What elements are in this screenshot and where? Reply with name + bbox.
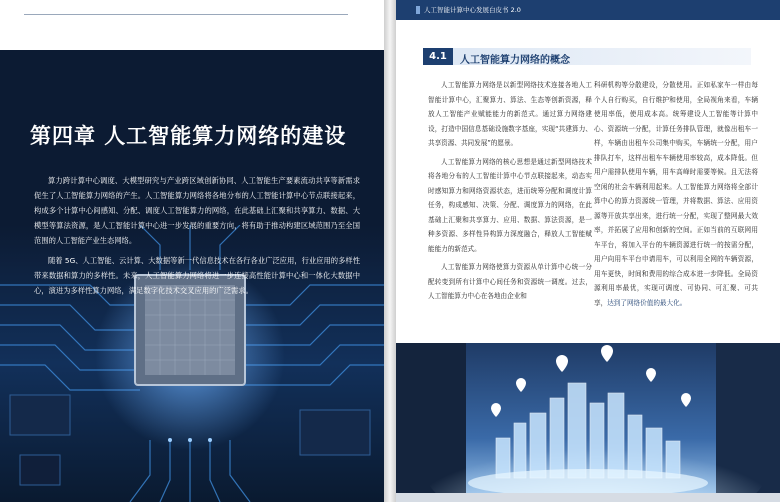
header-marker-icon [416, 6, 420, 14]
body-paragraph: 人工智能算力网络使算力资源从单计算中心统一分配转变到所有计算中心间任务和资源统一调度。过去，人工智能算力中心在各地由企业和 [428, 263, 592, 300]
body-paragraph: 人工智能算力网络的核心思想是通过新型网络技术将各地分布的人工智能计算中心节点联接起来，动态实时感知算力和网络资源状态，进而统筹分配和调度计算任务，构成感知、决策、分配、调度算力的网络，在此基础上汇聚和共享算力、应用、数据、算法资源，是一种多资源、多样性异构算力深度融合，释放人工智能赋能能力的新范式。 [428, 157, 592, 253]
body-column-left [428, 78, 592, 308]
chapter-intro-paragraph-1: 算力跨计算中心调度、大模型研究与产业跨区域创新协同、人工智能生产要素流动共享等新需求促生了人工智能算力网络的产生。人工智能算力网络将各地分布的人工智能计算中心节点联接起来，构成多个计算中心间感知、分配、调度人工智能算力的网络，在此基础上汇聚和共享算力、数据、大模型等算法资源，是人工智能计算中心进一步发展的重要方向，将有助于推动构建区域范围乃至全国范围的人工智能产业生态网络。 [34, 176, 360, 245]
body-paragraph-continued [594, 78, 758, 310]
section-number: 4.1 [423, 48, 453, 65]
running-header-text: 人工智能计算中心发展白皮书 2.0 [424, 6, 521, 14]
highlighted-text: 达到了网络价值的最大化。 [607, 298, 687, 307]
body-column-right [594, 78, 758, 314]
top-rule [24, 14, 348, 15]
chapter-cover-panel [0, 50, 384, 502]
body-text: 科研机构等分散建设，分散使用。正如私家车一样由每个人自行购买，自行维护和使用，全局视角来看，车辆使用率低，使用成本高。统筹建设人工智能等计算中心、资源统一分配，计算任务排队管理，就像出租车一样，车辆由出租车公司集中购买，车辆统一分配，用户排队打车，这样出租车车辆使用率较高，成本降低。但用户需排队使用车辆，用车高峰时需要等候。且无法将空闲的社会车辆利用起来。人工智能算力网络将全部计算中心的算力资源统一管理，并将数据、算法、应用资源等开放共享出来，进行统一分配，实现了整网最大效率，并拓展了应用和创新的空间。正如当前的互联网用车平台，将加入平台的车辆资源进行统一的按需分配，用户向用车平台申请用车，可以利用全网的车辆资源，用车更快，时间和费用的综合成本进一步降低。全局资源利用率最优，实现可调度、可协同、可汇聚、可共享， [594, 81, 758, 307]
section-title: 人工智能算力网络的概念 [460, 55, 570, 66]
right-page [396, 0, 780, 502]
smart-city-image [396, 343, 780, 502]
chapter-title: 第四章 人工智能算力网络的建设 [30, 124, 347, 148]
book-gutter [384, 0, 396, 502]
body-paragraph: 人工智能算力网络是以新型网络技术连接各地人工智能计算中心，汇聚算力、算法、生态等创新资源，释放人工智能产业赋能能力的新范式。通过算力网络建设，打造中国信息基础设施数字基座，实现“共建算力、共享资源、共同发展”的愿景。 [428, 81, 592, 147]
chapter-intro-paragraph-2: 随着 5G、人工智能、云计算、大数据等新一代信息技术在各行各业广泛应用，行业应用的多样性带来数据和算力的多样性。未来，人工智能算力网络将进一步连接高性能计算中心和一体化大数据中心，演进为多样性算力网络，满足数字化技术交叉应用的广泛需求。 [34, 256, 360, 295]
running-header [396, 0, 780, 20]
left-page [0, 0, 384, 502]
